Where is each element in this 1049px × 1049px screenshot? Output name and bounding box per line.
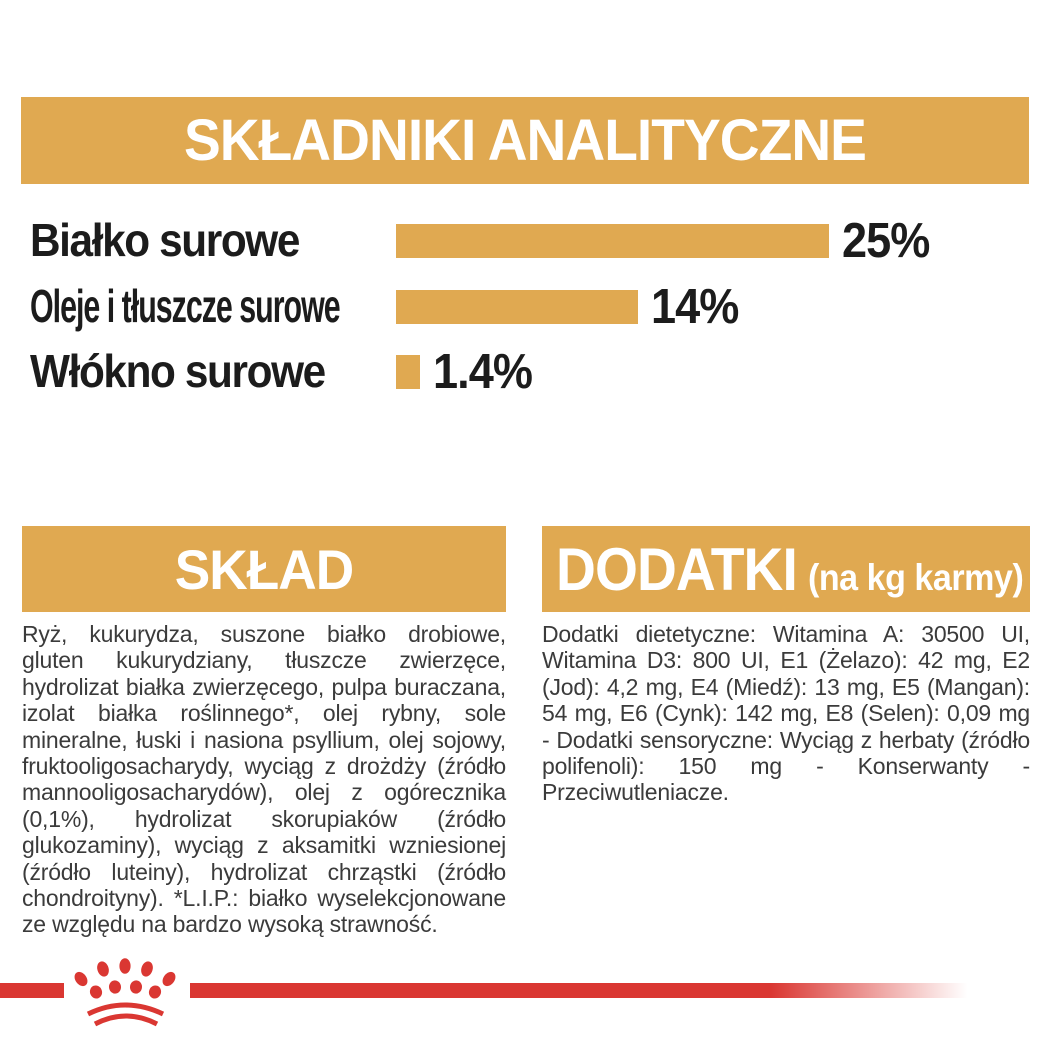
bar-value-protein: 25% (842, 214, 930, 268)
composition-body: Ryż, kukurydza, suszone białko drobiowe, gluten kukurydziany, tłuszcze zwierzęce, hydrolizat białka zwierzęcego, pulpa buraczana, izolat białka roślinnego*, olej rybny, sole mineralne, łuski i nasiona psyllium, olej sojowy, fruktooligosacharydy, wyciąg z drożdży (źródło mannooligosacharydów), olej z ogórecznika (0,1%), hydrolizat skorupiaków (źródło glukozaminy), wyciąg z aksamitki wzniesionej (źródło luteiny), hydrolizat chrząstki (źródło chondroityny). *L.I.P.: białko wyselekcjonowane ze względu na bardzo wysoką strawność. (22, 621, 506, 938)
analytics-header-banner (21, 97, 1029, 184)
additives-header-banner (542, 526, 1030, 612)
chart-row-protein (0, 213, 1049, 268)
chart-row-fibre (0, 344, 1049, 399)
additives-body: Dodatki dietetyczne: Witamina A: 30500 UI, Witamina D3: 800 UI, E1 (Żelazo): 42 mg, E2 (Jod): 4,2 mg, E4 (Miedź): 13 mg, E5 (Mangan): 54 mg, E6 (Cynk): 142 mg, E8 (Selen): 0,09 mg - Dodatki sensoryczne: Wyciąg z herbaty (źródło polifenoli): 150 mg - Konserwanty - Przeciwutleniacze. (542, 621, 1030, 806)
royal-canin-crown-icon (74, 956, 178, 1034)
bar-fat (396, 290, 638, 324)
bar-track (396, 280, 746, 334)
composition-header-banner (22, 526, 506, 612)
footer-band-left (0, 983, 64, 998)
bar-value-fibre: 1.4% (433, 345, 533, 399)
chart-label-fat: Oleje i tłuszcze surowe (30, 279, 340, 332)
chart-label-protein: Białko surowe (30, 213, 299, 266)
bar-fibre (396, 355, 420, 389)
bar-track (396, 214, 937, 268)
bar-protein (396, 224, 829, 258)
additives-unit-suffix: (na kg karmy) (807, 556, 1024, 598)
bar-track (396, 345, 541, 399)
footer-band-right (190, 983, 975, 998)
composition-title: SKŁAD (174, 537, 354, 601)
additives-title-group (556, 535, 1023, 604)
bar-value-fat: 14% (651, 280, 739, 334)
chart-label-fibre: Włókno surowe (30, 344, 325, 397)
chart-row-fat (0, 279, 1049, 334)
analytics-title: SKŁADNIKI ANALITYCZNE (183, 108, 867, 173)
additives-title: DODATKI (556, 535, 797, 603)
